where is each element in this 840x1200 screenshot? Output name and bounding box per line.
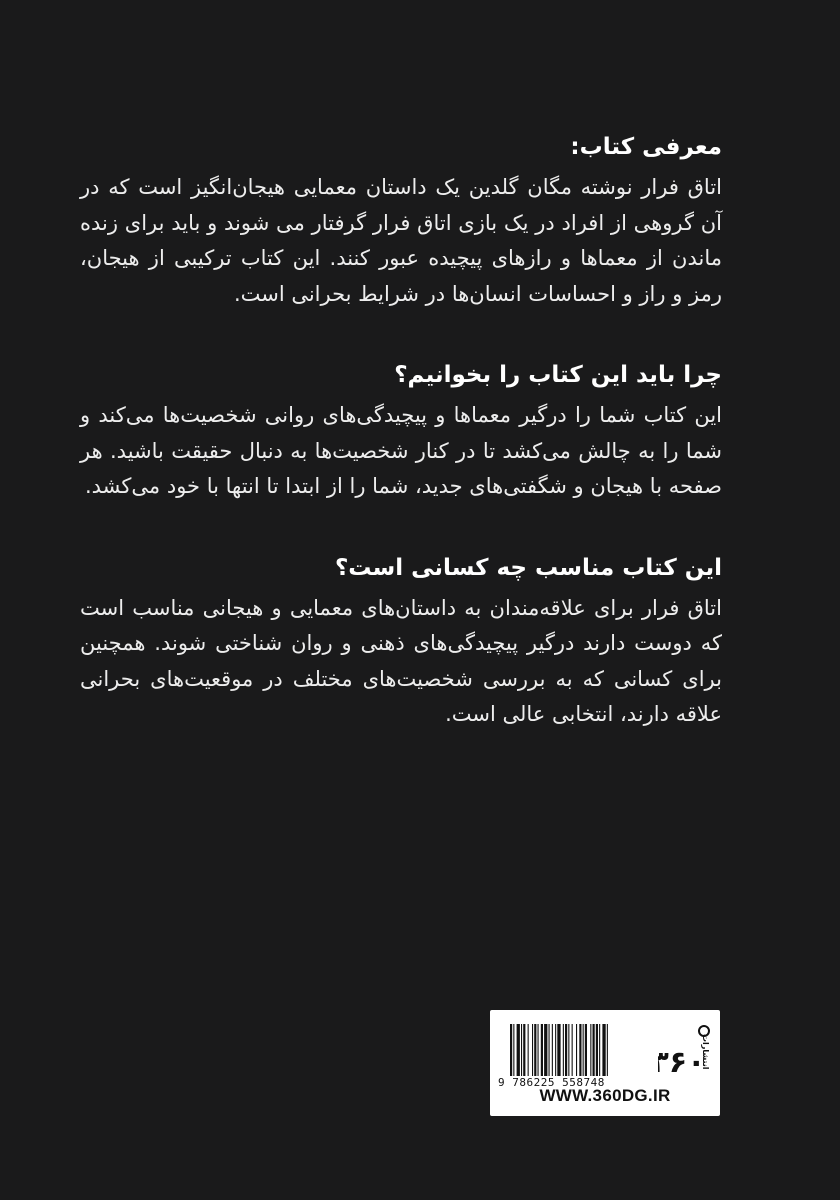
section-why-read: [80, 356, 722, 505]
publisher-website: WWW.360DG.IR: [539, 1086, 671, 1105]
section-heading: معرفی کتاب:: [570, 134, 722, 160]
barcode-bars: [510, 1024, 652, 1076]
back-cover-text: [80, 128, 722, 777]
section-body: این کتاب شما را درگیر معماها و پیچیدگی‌های روانی شخصیت‌ها می‌کند و شما را به چالش می‌کشد تا در کنار شخصیت‌ها به دنبال حقیقت باشید. هر صفحه با هیجان و شگفتی‌های جدید، شما را از ابتدا تا انتها با خود می‌کشد.: [80, 403, 722, 498]
section-body: اتاق فرار برای علاقه‌مندان به داستان‌های معمایی و هیجانی مناسب است که دوست دارند درگیر پیچیدگی‌های ذهنی و روان شناختی شوند. همچنین برای کسانی که به بررسی شخصیت‌های مختلف در موقعیت‌های بحرانی علاقه دارند، انتخابی عالی است.: [80, 595, 722, 726]
section-heading: این کتاب مناسب چه کسانی است؟: [334, 554, 722, 581]
section-introduction: [80, 128, 722, 312]
section-heading: چرا باید این کتاب را بخوانیم؟: [394, 362, 722, 388]
section-audience: [80, 549, 722, 733]
barcode: [510, 1024, 652, 1076]
isbn-number: 9 786225 558748: [498, 1076, 605, 1089]
publisher-logo: [658, 1022, 714, 1086]
barcode-box: [490, 1010, 720, 1116]
logo-text: ۳۶۰: [658, 1045, 706, 1080]
publisher-label: انتشارات: [701, 1034, 710, 1070]
section-body: اتاق فرار نوشته مگان گلدین یک داستان معمایی هیجان‌انگیز است که در آن گروهی از افراد در یک بازی اتاق فرار گرفتار می شوند و باید برای زنده ماندن از معماها و رازهای پیچیده عبور کنند. این کتاب ترکیبی از هیجان، رمز و راز و احساسات انسان‌ها در شرایط بحرانی است.: [80, 175, 722, 306]
